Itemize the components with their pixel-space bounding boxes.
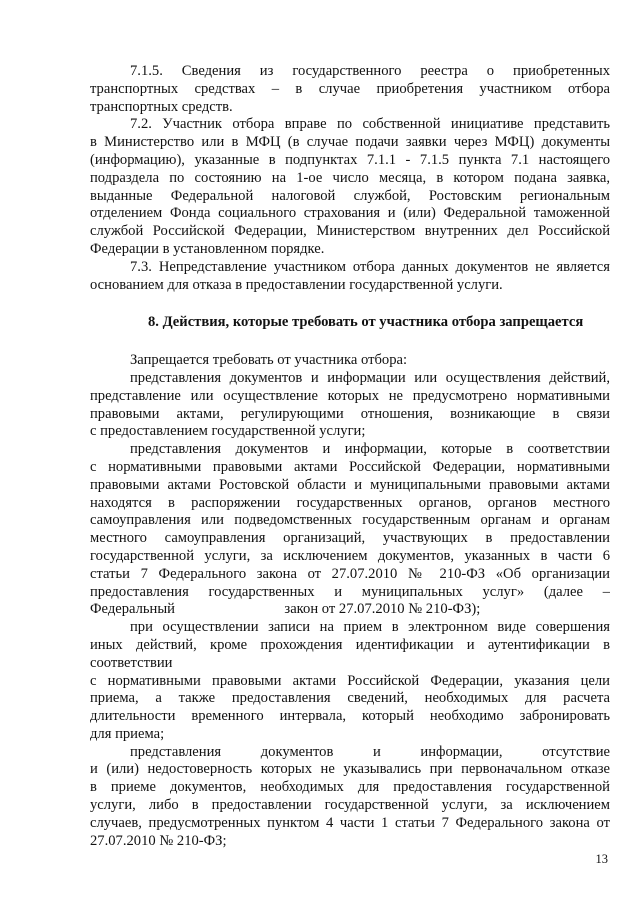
text-line: Федерации в установленном порядке. bbox=[90, 240, 325, 257]
text-line: для приема; bbox=[90, 725, 165, 742]
text-line: соответствии bbox=[90, 654, 173, 671]
text-line: правовыми актами, регулирующими отношения, возникающие в связи bbox=[90, 405, 610, 422]
text-line: представление или осуществление которых не предусмотрено нормативными bbox=[90, 387, 610, 404]
text-line: Федеральный закон от 27.07.2010 № 210-ФЗ); bbox=[90, 601, 481, 618]
text-line: приема, а также предоставления сведений, необходимых для расчета bbox=[90, 690, 610, 707]
text-line: представления документов и информации, отсутствие bbox=[130, 743, 610, 760]
text-line: самоуправления или подведомственных государственным органам и органам bbox=[90, 512, 610, 529]
text-line: службой Российской Федерации, Министерством внутренних дел Российской bbox=[90, 223, 610, 240]
text-line: Запрещается требовать от участника отбора: bbox=[130, 352, 408, 369]
text-line: представления документов и информации или осуществления действий, bbox=[130, 369, 610, 386]
text-line: услуги, либо в предоставлении государственной услуги, за исключением bbox=[90, 797, 610, 814]
page-number: 13 bbox=[595, 852, 608, 866]
text-line: 7.2. Участник отбора вправе по собственной инициативе представить bbox=[130, 116, 610, 133]
text-line: 27.07.2010 № 210-ФЗ; bbox=[90, 832, 227, 849]
text-line: статьи 7 Федерального закона от 27.07.2010 № 210-ФЗ «Об организации bbox=[90, 565, 610, 582]
text-line: основанием для отказа в предоставлении государственной услуги. bbox=[90, 276, 503, 293]
text-line: 7.3. Непредставление участником отбора данных документов не является bbox=[130, 258, 610, 275]
text-line: при осуществлении записи на прием в электронном виде совершения bbox=[130, 619, 610, 636]
text-line: отделением Фонда социального страхования и (или) Федеральной таможенной bbox=[90, 205, 610, 222]
text-line: и (или) недостоверность которых не указывались при первоначальном отказе bbox=[90, 761, 610, 778]
text-line: местного самоуправления организаций, участвующих в предоставлении bbox=[90, 530, 610, 547]
text-line: в приеме документов, необходимых для предоставления государственной bbox=[90, 779, 610, 796]
text-line: иных действий, кроме прохождения идентификации и аутентификации в bbox=[90, 636, 610, 653]
text-line: подраздела по состоянию на 1-ое число месяца, в котором подана заявка, bbox=[90, 169, 610, 186]
text-line: длительности временного интервала, который необходимо забронировать bbox=[90, 708, 610, 725]
text-line: выданные Федеральной налоговой службой, Ростовским региональным bbox=[90, 187, 610, 204]
text-line: случаев, предусмотренных пунктом 4 части 1 статьи 7 Федерального закона от bbox=[90, 814, 610, 831]
text-line: транспортных средств. bbox=[90, 98, 233, 115]
text-line: представления документов и информации, которые в соответствии bbox=[130, 441, 610, 458]
text-line: с предоставлением государственной услуги; bbox=[90, 423, 366, 440]
text-line: (информацию), указанные в подпунктах 7.1.1 - 7.1.5 пункта 7.1 настоящего bbox=[90, 151, 610, 168]
text-line: в Министерство или в МФЦ (в случае подачи заявки через МФЦ) документы bbox=[90, 134, 610, 151]
section-heading: 8. Действия, которые требовать от участника отбора запрещается bbox=[148, 314, 584, 331]
text-line: 7.1.5. Сведения из государственного реестра о приобретенных bbox=[130, 63, 610, 79]
text-line: предоставления государственных и муниципальных услуг» (далее – bbox=[90, 583, 610, 600]
text-line: государственной услуги, за исключением документов, указанных в части 6 bbox=[90, 547, 610, 564]
text-line: с нормативными правовыми актами Российской Федерации, указания цели bbox=[90, 672, 610, 689]
text-line: транспортных средствах – в случае приобретения участником отбора bbox=[90, 80, 610, 97]
text-line: находятся в распоряжении государственных органов, органов местного bbox=[90, 494, 610, 511]
document-body bbox=[90, 63, 610, 850]
text-line: правовыми актами Ростовской области и муниципальными правовыми актами bbox=[90, 476, 610, 493]
text-line: с нормативными правовыми актами Российской Федерации, нормативными bbox=[90, 458, 610, 475]
